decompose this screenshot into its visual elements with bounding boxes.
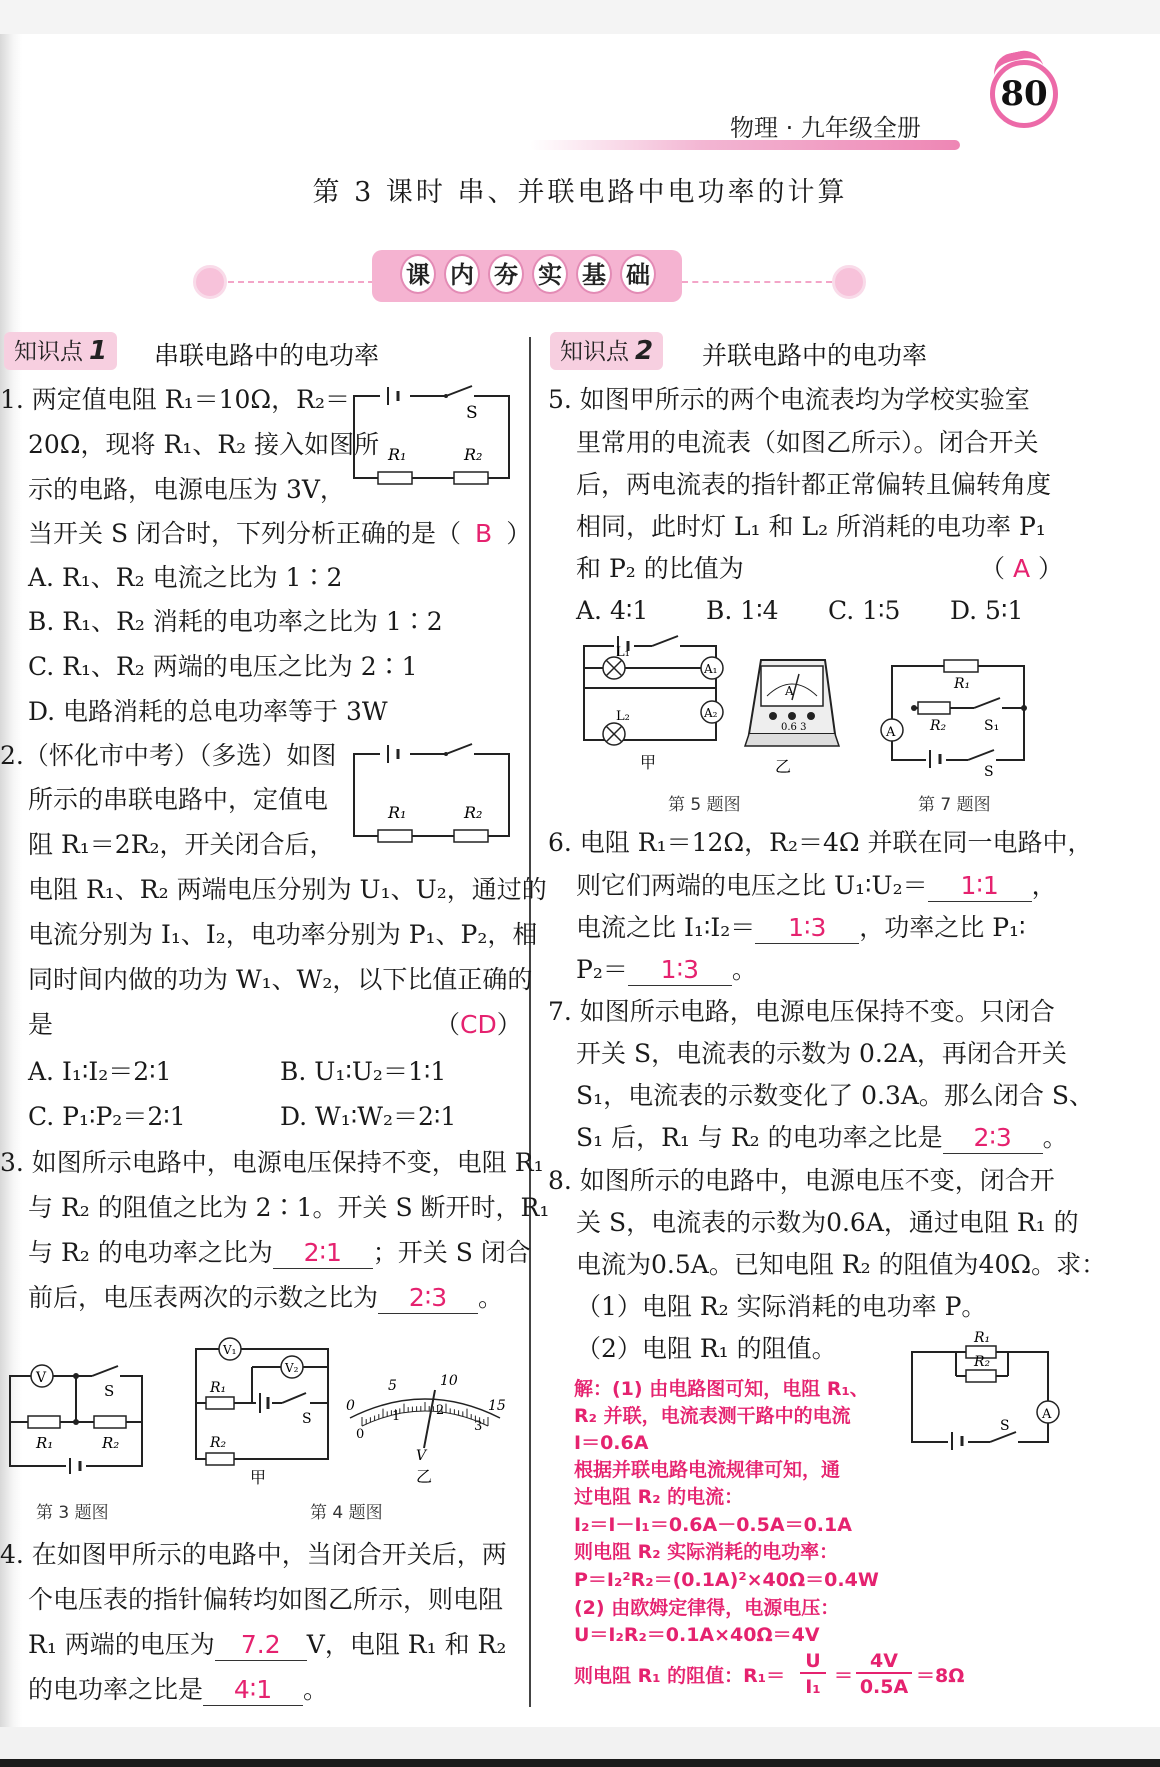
q4-blank-1: 7.2 xyxy=(215,1630,307,1661)
q2-line: 2.（怀化市中考）（多选）如图 xyxy=(0,741,337,770)
page-number: 80 xyxy=(990,60,1058,128)
svg-text:5: 5 xyxy=(388,1378,397,1394)
q7-line: S₁ 后，R₁ 与 R₂ 的电功率之比是 2∶3 。 xyxy=(576,1123,1068,1152)
binding-shadow xyxy=(0,34,22,1734)
q6-blank-3: 1∶3 xyxy=(628,955,732,986)
kp2-title: 并联电路中的电功率 xyxy=(702,341,928,370)
q8-line: 关 S，电流表的示数为0.6A，通过电阻 R₁ 的 xyxy=(576,1208,1079,1237)
q8-solution-line: 则电阻 R₂ 实际消耗的电功率： xyxy=(574,1541,839,1563)
q7-blank-1: 2∶3 xyxy=(943,1123,1043,1154)
q5-line: 5. 如图甲所示的两个电流表均为学校实验室 xyxy=(548,385,1030,414)
svg-text:V: V xyxy=(416,1448,427,1464)
svg-text:R₁: R₁ xyxy=(954,676,971,692)
q5-line: 相同，此时灯 L₁ 和 L₂ 所消耗的电功率 P₁ xyxy=(576,512,1046,541)
q7-caption: 第 7 题图 xyxy=(918,795,991,815)
svg-text:R₂: R₂ xyxy=(974,1354,991,1370)
q6-blank-2: 1∶3 xyxy=(755,913,859,944)
q8-solution-line: (2) 由欧姆定律得，电源电压： xyxy=(574,1597,840,1619)
q8-fraction-denominator-1: I₁ xyxy=(805,1676,821,1698)
q8-solution-line: 则电阻 R₁ 的阻值：R₁＝ xyxy=(574,1665,786,1687)
svg-text:10: 10 xyxy=(440,1373,458,1389)
q1-option: B. R₁、R₂ 消耗的电功率之比为 1∶2 xyxy=(28,607,443,636)
svg-text:L₁: L₁ xyxy=(616,645,630,660)
q8-line: （1）电阻 R₂ 实际消耗的电功率 P。 xyxy=(576,1292,987,1321)
svg-text:R₂: R₂ xyxy=(930,718,947,734)
svg-text:A₁: A₁ xyxy=(704,662,718,676)
banner-dash-left xyxy=(228,281,374,283)
q7-circuit-diagram xyxy=(882,650,1032,780)
q8-fraction-denominator-2: 0.5A xyxy=(859,1676,909,1698)
q2-option: A. I₁∶I₂＝2∶1 xyxy=(28,1057,172,1086)
q4-caption: 第 4 题图 xyxy=(310,1503,383,1523)
banner-dash-right xyxy=(682,281,832,283)
q5-answer: A xyxy=(1012,554,1031,583)
q2-option: D. W₁∶W₂＝2∶1 xyxy=(280,1102,457,1131)
q3-line: 与 R₂ 的阻值之比为 2∶1。开关 S 断开时，R₁ xyxy=(28,1193,550,1222)
svg-text:乙: 乙 xyxy=(775,757,792,776)
banner-char: 课 xyxy=(400,254,436,294)
svg-text:R₂: R₂ xyxy=(464,803,483,822)
svg-text:V₁: V₁ xyxy=(223,1343,237,1357)
q3-blank-1: 2∶1 xyxy=(273,1238,373,1269)
q3-line: 与 R₂ 的电功率之比为 2∶1 ；开关 S 闭合 xyxy=(28,1238,531,1267)
q5-circuit-jia xyxy=(580,640,730,775)
svg-text:R₁: R₁ xyxy=(36,1434,54,1452)
q8-equals: ＝ xyxy=(834,1665,854,1687)
q1-option: C. R₁、R₂ 两端的电压之比为 2∶1 xyxy=(28,652,418,681)
q8-solution-line: 解：(1) 由电路图可知，电阻 R₁、 xyxy=(574,1378,869,1400)
svg-text:乙: 乙 xyxy=(416,1467,433,1486)
svg-text:R₁: R₁ xyxy=(210,1380,227,1396)
q5-line: 和 P₂ 的比值为 xyxy=(576,554,744,583)
q2-line: 电流分别为 I₁、I₂，电功率分别为 P₁、P₂，相 xyxy=(28,920,538,949)
top-bar xyxy=(0,0,1160,34)
svg-text:R₂: R₂ xyxy=(102,1434,120,1452)
q6-line: 电流之比 I₁∶I₂＝ 1∶3 ，功率之比 P₁∶ xyxy=(576,913,1026,942)
svg-text:A: A xyxy=(886,725,896,740)
svg-text:甲: 甲 xyxy=(250,1468,267,1487)
q8-solution-result: ＝8Ω xyxy=(916,1665,965,1687)
q2-circuit-diagram xyxy=(350,748,515,843)
q6-blank-1: 1∶1 xyxy=(928,871,1032,902)
q8-solution-line: U＝I₂R₂＝0.1A×40Ω＝4V xyxy=(574,1624,820,1646)
svg-text:S: S xyxy=(466,403,478,423)
svg-text:A: A xyxy=(785,684,794,698)
q8-fraction-numerator-1: U xyxy=(800,1650,826,1674)
q8-circuit-diagram xyxy=(908,1330,1058,1450)
svg-text:R₁: R₁ xyxy=(974,1330,991,1346)
q5-option: C. 1∶5 xyxy=(828,596,901,625)
q3-circuit-diagram xyxy=(6,1360,146,1475)
q2-line: 同时间内做的功为 W₁、W₂，以下比值正确的 xyxy=(28,965,533,994)
q2-option: C. P₁∶P₂＝2∶1 xyxy=(28,1102,186,1131)
svg-text:R₂: R₂ xyxy=(210,1435,227,1451)
q4-circuit-jia xyxy=(190,1335,335,1487)
svg-text:0: 0 xyxy=(346,1398,355,1414)
q2-line: 是 xyxy=(28,1010,54,1039)
svg-text:S: S xyxy=(984,764,994,780)
q5-option: D. 5∶1 xyxy=(950,596,1024,625)
svg-text:S: S xyxy=(302,1411,312,1427)
q6-line: 6. 电阻 R₁＝12Ω，R₂＝4Ω 并联在同一电路中， xyxy=(548,828,1093,857)
svg-text:15: 15 xyxy=(488,1398,506,1414)
banner-char: 础 xyxy=(620,254,656,294)
q2-answer: CD xyxy=(460,1010,497,1039)
svg-text:V₂: V₂ xyxy=(285,1361,299,1375)
q6-line: 则它们两端的电压之比 U₁∶U₂＝ 1∶1 ， xyxy=(576,871,1057,900)
q4-voltmeter-yi xyxy=(340,1370,510,1486)
q4-blank-2: 4∶1 xyxy=(203,1675,303,1706)
q2-line: 阻 R₁＝2R₂，开关闭合后， xyxy=(28,830,335,859)
q2-line: 电阻 R₁、R₂ 两端电压分别为 U₁、U₂，通过的 xyxy=(28,875,547,904)
kp1-title: 串联电路中的电功率 xyxy=(154,341,380,370)
svg-text:L₂: L₂ xyxy=(616,709,630,724)
q4-line: 个电压表的指针偏转均如图乙所示，则电阻 xyxy=(28,1585,504,1614)
q3-line: 3. 如图所示电路中，电源电压保持不变，电阻 R₁ xyxy=(0,1148,544,1177)
q1-option: D. 电路消耗的总电功率等于 3W xyxy=(28,697,388,726)
q5-option: B. 1∶4 xyxy=(706,596,779,625)
q4-line: 4. 在如图甲所示的电路中，当闭合开关后，两 xyxy=(0,1540,507,1569)
book-title: 物理 · 九年级全册 xyxy=(730,114,921,142)
q2-option: B. U₁∶U₂＝1∶1 xyxy=(280,1057,447,1086)
q8-solution-line: 根据并联电路电流规律可知，通 xyxy=(574,1459,841,1481)
q5-option: A. 4∶1 xyxy=(576,596,649,625)
svg-text:S₁: S₁ xyxy=(984,718,1000,734)
svg-text:R₁: R₁ xyxy=(388,803,407,822)
q5-line: 里常用的电流表（如图乙所示）。闭合开关 xyxy=(576,428,1039,457)
svg-text:R₁: R₁ xyxy=(388,445,407,464)
q8-line: （2）电阻 R₁ 的阻值。 xyxy=(576,1334,837,1363)
q1-circuit-diagram xyxy=(350,390,515,485)
svg-text:1: 1 xyxy=(392,1409,401,1424)
banner-play-icon xyxy=(193,265,227,299)
q8-line: 电流为0.5A。已知电阻 R₂ 的阻值为40Ω。求： xyxy=(576,1250,1107,1279)
banner-char: 实 xyxy=(532,254,568,294)
svg-text:0: 0 xyxy=(356,1427,365,1442)
banner-title xyxy=(400,254,656,294)
q8-solution-line: P＝I₂²R₂＝(0.1A)²×40Ω＝0.4W xyxy=(574,1569,879,1591)
q4-line: R₁ 两端的电压为 7.2 V，电阻 R₁ 和 R₂ xyxy=(28,1630,507,1659)
q8-solution-line: I₂＝I－I₁＝0.6A－0.5A＝0.1A xyxy=(574,1514,852,1536)
q5-answer-wrap: （ A ） xyxy=(980,554,1064,583)
q2-answer-wrap: （CD） xyxy=(435,1010,522,1039)
lesson-title: 第 3 课时 串、并联电路中电功率的计算 xyxy=(312,177,848,208)
q1-stem-end: 当开关 S 闭合时，下列分析正确的是（ B ） xyxy=(28,519,532,548)
banner-back-icon xyxy=(832,265,866,299)
q1-option: A. R₁、R₂ 电流之比为 1∶2 xyxy=(28,563,343,592)
q8-line: 8. 如图所示的电路中，电源电压不变，闭合开 xyxy=(548,1166,1055,1195)
kp2-tag: 知识点 2 xyxy=(550,332,663,370)
banner-char: 基 xyxy=(576,254,612,294)
svg-text:R₂: R₂ xyxy=(464,445,483,464)
q7-line: 7. 如图所示电路，电源电压保持不变。只闭合 xyxy=(548,997,1055,1026)
svg-text:A₂: A₂ xyxy=(704,706,718,720)
q1-line: 20Ω，现将 R₁、R₂ 接入如图所 xyxy=(28,430,380,459)
q2-line: 所示的串联电路中，定值电 xyxy=(28,785,329,814)
q1-line: 示的电路，电源电压为 3V， xyxy=(28,475,345,504)
q4-line: 的电功率之比是 4∶1 。 xyxy=(28,1675,329,1704)
svg-text:3: 3 xyxy=(474,1419,483,1434)
svg-text:S: S xyxy=(1000,1418,1010,1434)
q8-solution-line: R₂ 并联，电流表测干路中的电流 xyxy=(574,1405,851,1427)
q3-line: 前后，电压表两次的示数之比为 2∶3 。 xyxy=(28,1283,504,1312)
q7-line: S₁，电流表的示数变化了 0.3A。那么闭合 S、 xyxy=(576,1081,1094,1110)
bottom-bar xyxy=(0,1727,1160,1767)
q6-line: P₂＝ 1∶3 。 xyxy=(576,955,757,984)
banner-char: 内 xyxy=(444,254,480,294)
q8-solution-line: 过电阻 R₂ 的电流： xyxy=(574,1486,744,1508)
svg-text:甲: 甲 xyxy=(640,753,657,772)
svg-text:V: V xyxy=(36,1370,47,1386)
svg-text:2: 2 xyxy=(436,1403,445,1418)
q5-line: 后，两电流表的指针都正常偏转且偏转角度 xyxy=(576,470,1052,499)
svg-text:S: S xyxy=(104,1382,115,1400)
q8-solution-line: I＝0.6A xyxy=(574,1432,649,1454)
banner-char: 夯 xyxy=(488,254,524,294)
q1-answer: B xyxy=(475,519,493,548)
q8-fraction-numerator-2: 4V xyxy=(856,1650,912,1674)
q1-line: 1. 两定值电阻 R₁＝10Ω，R₂＝ xyxy=(0,385,350,414)
svg-text:A: A xyxy=(1042,1407,1052,1422)
q3-blank-2: 2∶3 xyxy=(378,1283,478,1314)
q7-line: 开关 S，电流表的示数为 0.2A，再闭合开关 xyxy=(576,1039,1067,1068)
q5-ammeter-yi xyxy=(745,650,840,775)
svg-text:0.6 3: 0.6 3 xyxy=(781,722,807,733)
kp1-tag: 知识点 1 xyxy=(4,332,117,370)
q5-caption: 第 5 题图 xyxy=(668,795,741,815)
q3-caption: 第 3 题图 xyxy=(36,1503,109,1523)
